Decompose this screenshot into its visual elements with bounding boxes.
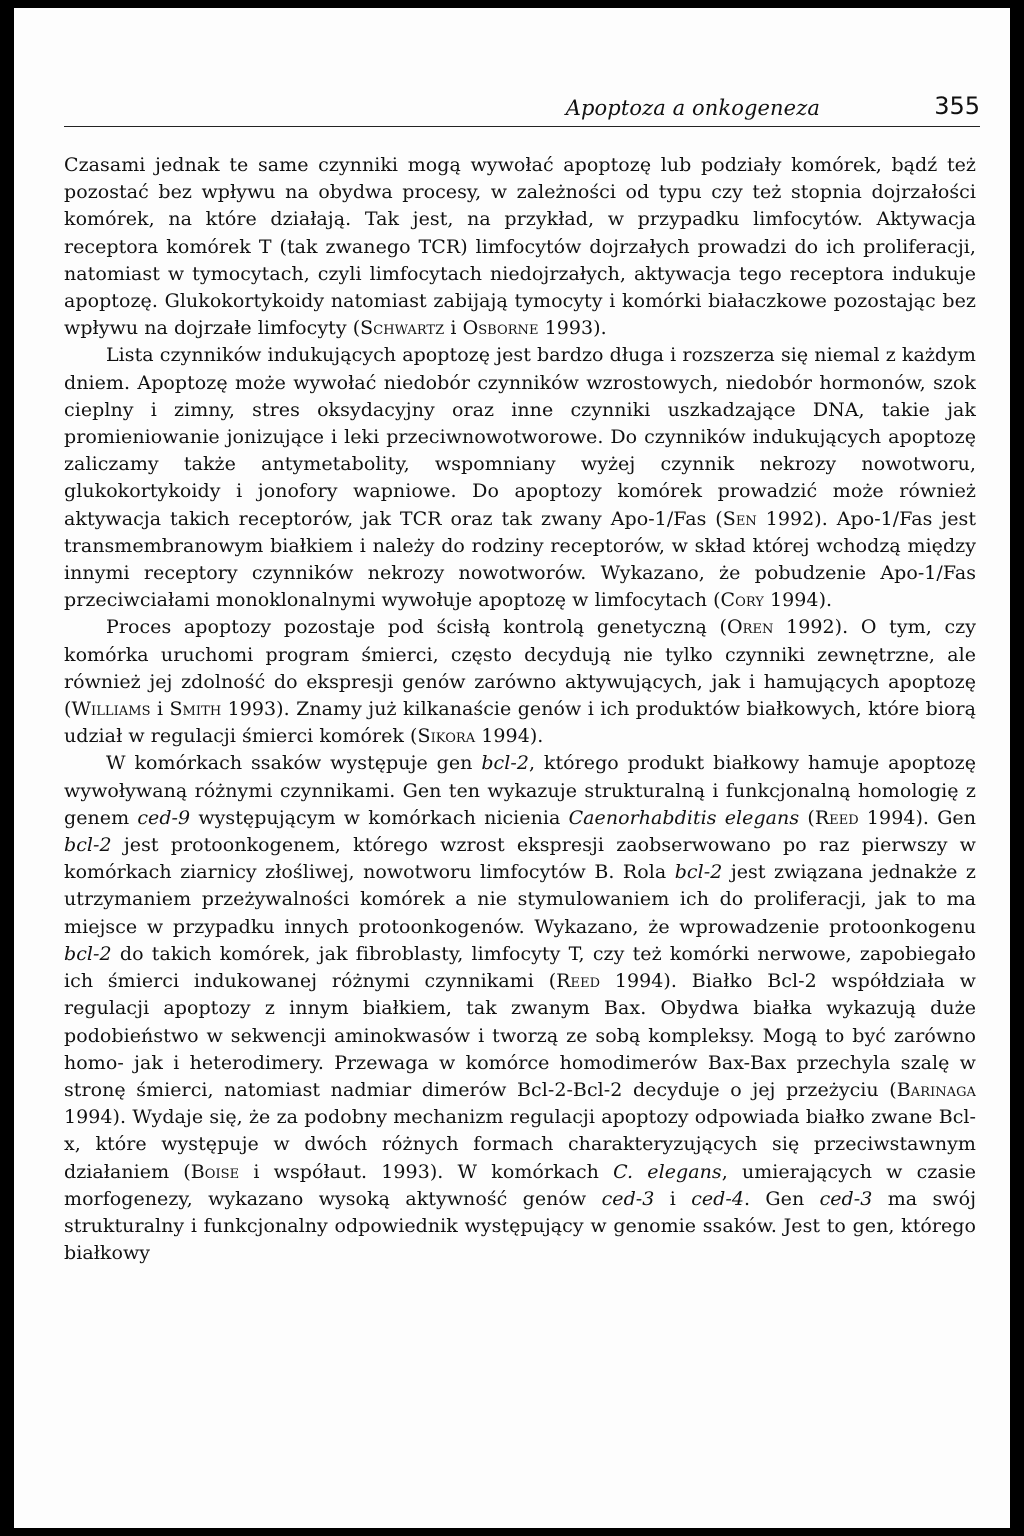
- text-run: i: [444, 317, 463, 340]
- citation-author: Cory: [720, 589, 764, 612]
- text-run: 1994).: [763, 589, 833, 612]
- text-run: 1994). Gen: [858, 806, 977, 829]
- citation-author: Williams: [71, 698, 151, 721]
- body-text: [64, 152, 976, 1267]
- italic-term: bcl-2: [674, 861, 723, 884]
- italic-term: bcl-2: [64, 942, 112, 965]
- text-run: 1992). Apo-1/Fas jest transmembranowym białkiem i należy do rodziny receptorów, w skład której wchodzą między innymi receptory czynników nekrozy nowotworów. Wykazano, że pobudzenie Apo-1/Fas przeciwciałami monoklonalnymi wywołuje apoptozę w limfocytach (: [64, 507, 977, 612]
- paragraph: [64, 614, 976, 750]
- text-run: jest związana jednakże z utrzymaniem przeżywalności komórek a nie stymulowaniem ich do proliferacji, jak to ma miejsce w przypadku innych protoonkogenów. Wykazano, że wprowadzenie protoonkogenu: [64, 861, 976, 938]
- text-run: Lista czynników indukujących apoptozę jest bardzo długa i rozszerza się niemal z każdym dniem. Apoptozę może wywołać niedobór czynników wzrostowych, niedobór hormonów, szok cieplny i zimny, stres oksydacyjny oraz inne czynniki uszkadzające DNA, takie jak promieniowanie jonizujące i leki przeciwnowotworowe. Do czynników indukujących apoptozę zaliczamy także antymetabolity, wspomniany wyżej czynnik nekrozy nowotworu, glukokortykoidy i jonofory wapniowe. Do apoptozy komórek prowadzić może również aktywacja takich receptorów, jak TCR oraz tak zwany Apo-1/Fas (: [64, 344, 976, 530]
- paragraph: [64, 342, 976, 614]
- citation-author: Oren: [727, 616, 774, 639]
- citation-author: Boise: [190, 1160, 240, 1183]
- paragraph: [64, 152, 976, 342]
- text-run: Czasami jednak te same czynniki mogą wywołać apoptozę lub podziały komórek, bądź też pozostać bez wpływu na obydwa procesy, w zależności od typu czy też stopnia dojrzałości komórek, na które działają. Tak jest, na przykład, w przypadku limfocytów. Aktywacja receptora komórek T (tak zwanego TCR) limfocytów dojrzałych prowadzi do ich proliferacji, natomiast w tymocytach, czyli limfocytach niedojrzałych, aktywacja tego receptora indukuje apoptozę. Glukokortykoidy natomiast zabijają tymocyty i komórki białaczkowe pozostając bez wpływu na dojrzałe limfocyty (: [64, 154, 976, 340]
- running-title: Apoptoza a onkogeneza: [565, 96, 820, 120]
- text-run: do takich komórek, jak fibroblasty, limfocyty T, czy też komórki nerwowe, zapobiegało ich śmierci indukowanej różnymi czynnikami (: [64, 942, 976, 993]
- citation-author: Reed: [556, 970, 601, 993]
- citation-author: Smith: [169, 698, 222, 721]
- citation-author: Barinaga: [896, 1078, 976, 1101]
- italic-term: C. elegans: [613, 1160, 722, 1183]
- text-run: ma swój strukturalny i funkcjonalny odpowiednik występujący w genomie ssaków. Jest to gen, którego białkowy: [64, 1187, 977, 1265]
- text-run: W komórkach ssaków występuje gen: [106, 752, 482, 775]
- text-run: 1994).: [475, 725, 544, 748]
- text-run: Proces apoptozy pozostaje pod ścisłą kontrolą genetyczną (: [106, 616, 728, 639]
- text-run: . Gen: [744, 1187, 820, 1210]
- text-run: , którego produkt białkowy hamuje apoptozę wywoływaną różnymi czynnikami. Gen ten wykazuje strukturalną i funkcjonalną homologię z genem: [64, 752, 976, 829]
- citation-author: Reed: [814, 806, 859, 829]
- document-page: [14, 8, 1010, 1528]
- italic-term: ced-9: [137, 806, 191, 829]
- text-run: , umierających w czasie morfogenezy, wykazano wysoką aktywność genów: [64, 1160, 976, 1210]
- page-number: 355: [934, 92, 980, 120]
- italic-term: ced-4: [691, 1187, 744, 1210]
- paragraph: [64, 750, 976, 1267]
- text-run: i: [150, 698, 170, 721]
- text-run: jest protoonkogenem, którego wzrost ekspresji zaobserwowano po raz pierwszy w komórkach ziarnicy złośliwej, nowotworu limfocytów B. Rola: [64, 834, 976, 884]
- italic-term: ced-3: [601, 1187, 655, 1210]
- text-run: 1994). Białko Bcl-2 współdziała w regulacji apoptozy z innym białkiem, tak zwanym Bax. Obydwa białka wykazują duże podobieństwo w sekwencji aminokwasów i tworzą ze sobą kompleksy. Mogą to być zarówno homo- jak i heterodimery. Przewaga w komórce homodimerów Bax-Bax przechyla szalę w stronę śmierci, natomiast nadmiar dimerów Bcl-2-Bcl-2 decyduje o jej przeżyciu (: [64, 970, 976, 1101]
- page-header: [64, 92, 980, 127]
- italic-term: bcl-2: [64, 834, 112, 857]
- text-run: i: [654, 1187, 692, 1210]
- text-run: 1993). Znamy już kilkanaście genów i ich produktów białkowych, które biorą udział w regulacji śmierci komórek (: [64, 698, 976, 748]
- italic-term: bcl-2: [481, 752, 529, 775]
- text-run: (: [799, 806, 815, 829]
- italic-term: ced-3: [819, 1187, 873, 1210]
- citation-author: Osborne: [462, 317, 539, 340]
- text-run: występującym w komórkach nicienia: [190, 806, 569, 829]
- citation-author: Sikora: [417, 725, 476, 748]
- citation-author: Schwartz: [360, 317, 445, 340]
- text-run: 1992). O tym, czy komórka uruchomi program śmierci, często decydują nie tylko czynniki zewnętrzne, ale również jej zdolność do ekspresji genów zarówno aktywujących, jak i hamujących apoptozę (: [64, 616, 976, 721]
- citation-author: Sen: [722, 507, 757, 530]
- text-run: 1993).: [538, 317, 607, 340]
- italic-term: Caenorhabditis elegans: [568, 806, 800, 829]
- text-run: 1994). Wydaje się, że za podobny mechanizm regulacji apoptozy odpowiada białko zwane Bcl-x, które występuje w dwóch różnych formach charakteryzujących się przeciwstawnym działaniem (: [64, 1106, 976, 1183]
- text-run: i współaut. 1993). W komórkach: [239, 1160, 614, 1183]
